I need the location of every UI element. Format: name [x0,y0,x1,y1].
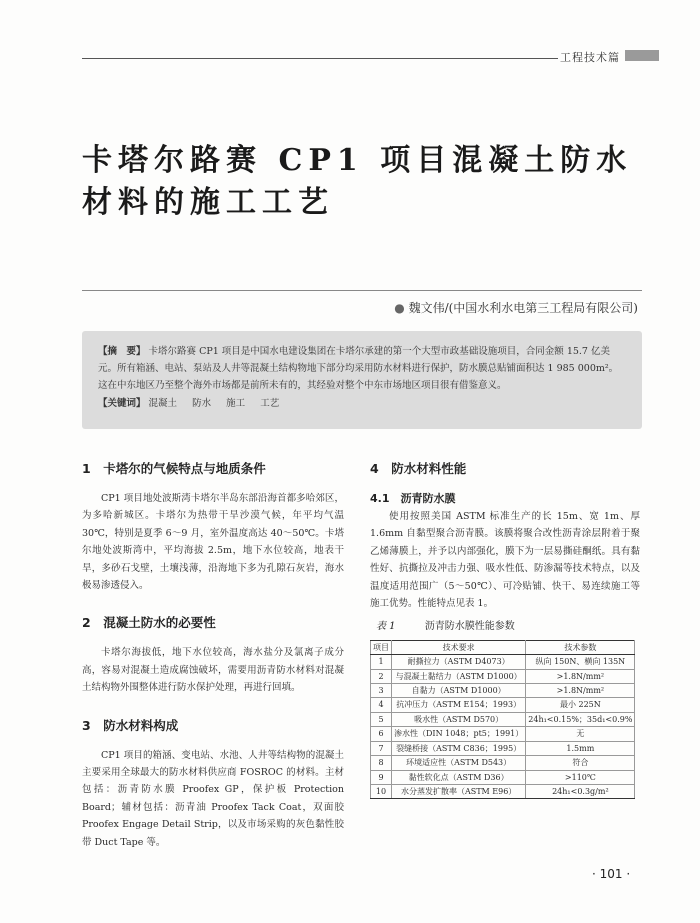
table-title: 沥青防水膜性能参数 [424,621,515,633]
keywords-label: 【关键词】 [98,398,146,409]
table-header-cell: 技术要求 [392,640,526,654]
header-tab-block [625,50,659,61]
table-cell: 6 [371,727,392,741]
table-cell: 渗水性（DIN 1048；pt5；1991） [392,727,526,741]
left-column [82,460,344,851]
section-paragraph: 卡塔尔海拔低，地下水位较高，海水盐分及氯离子成分高，容易对混凝土造成腐蚀破坏，需要用沥青防水材料对混凝土结构物外围整体进行防水保护处理，再进行回填。 [82,647,344,694]
section-paragraph: CP1 项目地处波斯湾卡塔尔半岛东部沿海首都多哈郊区，为多哈新城区。卡塔尔为热带干旱沙漠气候，年平均气温 30℃，特别是夏季 6～9 月，室外温度高达 40～50℃。卡塔尔地处波斯湾中，平均海拔 2.5m，地下水位较高，地表干旱，多砂石戈壁，土壤浅薄，沿海地下多为孔隙石灰岩，海水极易渗透侵入。 [82,493,344,592]
keyword: 工艺 [260,398,280,409]
table-row [371,770,635,784]
table-row [371,698,635,712]
section-heading: 1 卡塔尔的气候特点与地质条件 [82,461,266,476]
section-paragraph: 使用按照美国 ASTM 标准生产的长 15m、宽 1m、厚 1.6mm 自黏型聚合沥青膜。该膜将聚合改性沥青涂层附着于聚乙烯薄膜上，并予以内部强化，膜下为一层易撕硅酮纸。具有黏性好、抗撕拉及冲击力强、吸水性低、防渗漏等技术特点，以及温度适用范围广（5～50℃）、可冷贴铺、快干、易连续施工等施工优势。性能特点见表 1。 [370,511,640,610]
table-cell: >110℃ [526,770,635,784]
table-body [371,655,635,799]
table-header-cell: 项目 [371,640,392,654]
table-row [371,784,635,798]
table-cell: 环境适应性（ASTM D543） [392,756,526,770]
table-cell: 最小 225N [526,698,635,712]
table-cell: 吸水性（ASTM D570） [392,712,526,726]
keyword: 施工 [226,398,246,409]
table-cell: 1 [371,655,392,669]
table-cell: 抗冲压力（ASTM E154；1993） [392,698,526,712]
section-heading: 4 防水材料性能 [370,461,467,476]
table-cell: 10 [371,784,392,798]
table-cell: 与混凝土黏结力（ASTM D1000） [392,669,526,683]
abstract-label: 【摘 要】 [98,346,146,357]
table-cell: 9 [371,770,392,784]
abstract-body [98,343,626,394]
subsection-heading: 4.1 沥青防水膜 [370,492,456,505]
table-cell: 黏性软化点（ASTM D36） [392,770,526,784]
table-cell: 24h₁<0.15%；35d₁<0.9% [526,712,635,726]
title-rule [82,290,642,291]
table-cell: 纵向 150N、横向 135N [526,655,635,669]
table-number: 表 1 [376,621,396,633]
table-cell: 符合 [526,756,635,770]
table-cell: 24h₁<0.3g/m² [526,784,635,798]
table-cell: 无 [526,727,635,741]
author-line [394,299,638,316]
table-cell: 2 [371,669,392,683]
section-label: 工程技术篇 [560,51,620,64]
bullet-icon: ● [394,301,405,315]
table-row [371,756,635,770]
table-cell: >1.8N/mm² [526,669,635,683]
article-title: 卡塔尔路赛 CP1 项目混凝土防水材料的施工工艺 [82,143,633,220]
section-heading: 2 混凝土防水的必要性 [82,615,216,631]
table-cell: 4 [371,698,392,712]
table-cell: 耐撕拉力（ASTM D4073） [392,655,526,669]
author-text: 魏文伟/(中国水利水电第三工程局有限公司) [408,301,638,315]
table-row [371,684,635,698]
keyword: 混凝土 [148,398,178,409]
keyword: 防水 [192,398,212,409]
section-paragraph: CP1 项目的箱涵、变电站、水池、人井等结构物的混凝土主要采用全球最大的防水材料供应商 FOSROC 的材料。主材包括：沥青防水膜 Proofex GP，保护板 Protection Board；辅材包括：沥青油 Proofex Tack Coat，双面胶 Proofex Engage Detail Strip，以及市场采购的灰色黏性胶带 Duct Tape 等。 [82,749,344,848]
parameter-table [370,640,635,799]
table-caption [370,618,640,635]
abstract-box [82,331,642,429]
abstract-text: 卡塔尔路赛 CP1 项目是中国水电建设集团在卡塔尔承建的第一个大型市政基础设施项目，合同金额 15.7 亿美元。所有箱涵、电站、泵站及人井等混凝土结构物地下部分均采用防水材料进行保护，防水膜总贴铺面积达 1 985 000m²。这在中东地区乃至整个海外市场都是前所未有的，其经验对整个中东市场地区项目很有借鉴意义。 [98,346,619,391]
table-header-cell: 技术参数 [526,640,635,654]
page-number: · 101 · [592,867,631,881]
table-cell: 自黏力（ASTM D1000） [392,684,526,698]
table-cell: 裂缝桥接（ASTM C836；1995） [392,741,526,755]
table-cell: 8 [371,756,392,770]
table-cell: 3 [371,684,392,698]
table-header-row [371,640,635,654]
table-cell: >1.8N/mm² [526,684,635,698]
table-cell: 水分蒸发扩散率（ASTM E96） [392,784,526,798]
table-cell: 1.5mm [526,741,635,755]
table-row [371,669,635,683]
table-cell: 7 [371,741,392,755]
table-cell: 5 [371,712,392,726]
right-column [370,460,640,799]
section-heading: 3 防水材料构成 [82,717,179,733]
keywords-row [98,395,626,412]
table-row [371,712,635,726]
table-row [371,655,635,669]
header-rule [82,58,558,59]
table-row [371,741,635,755]
table-row [371,727,635,741]
